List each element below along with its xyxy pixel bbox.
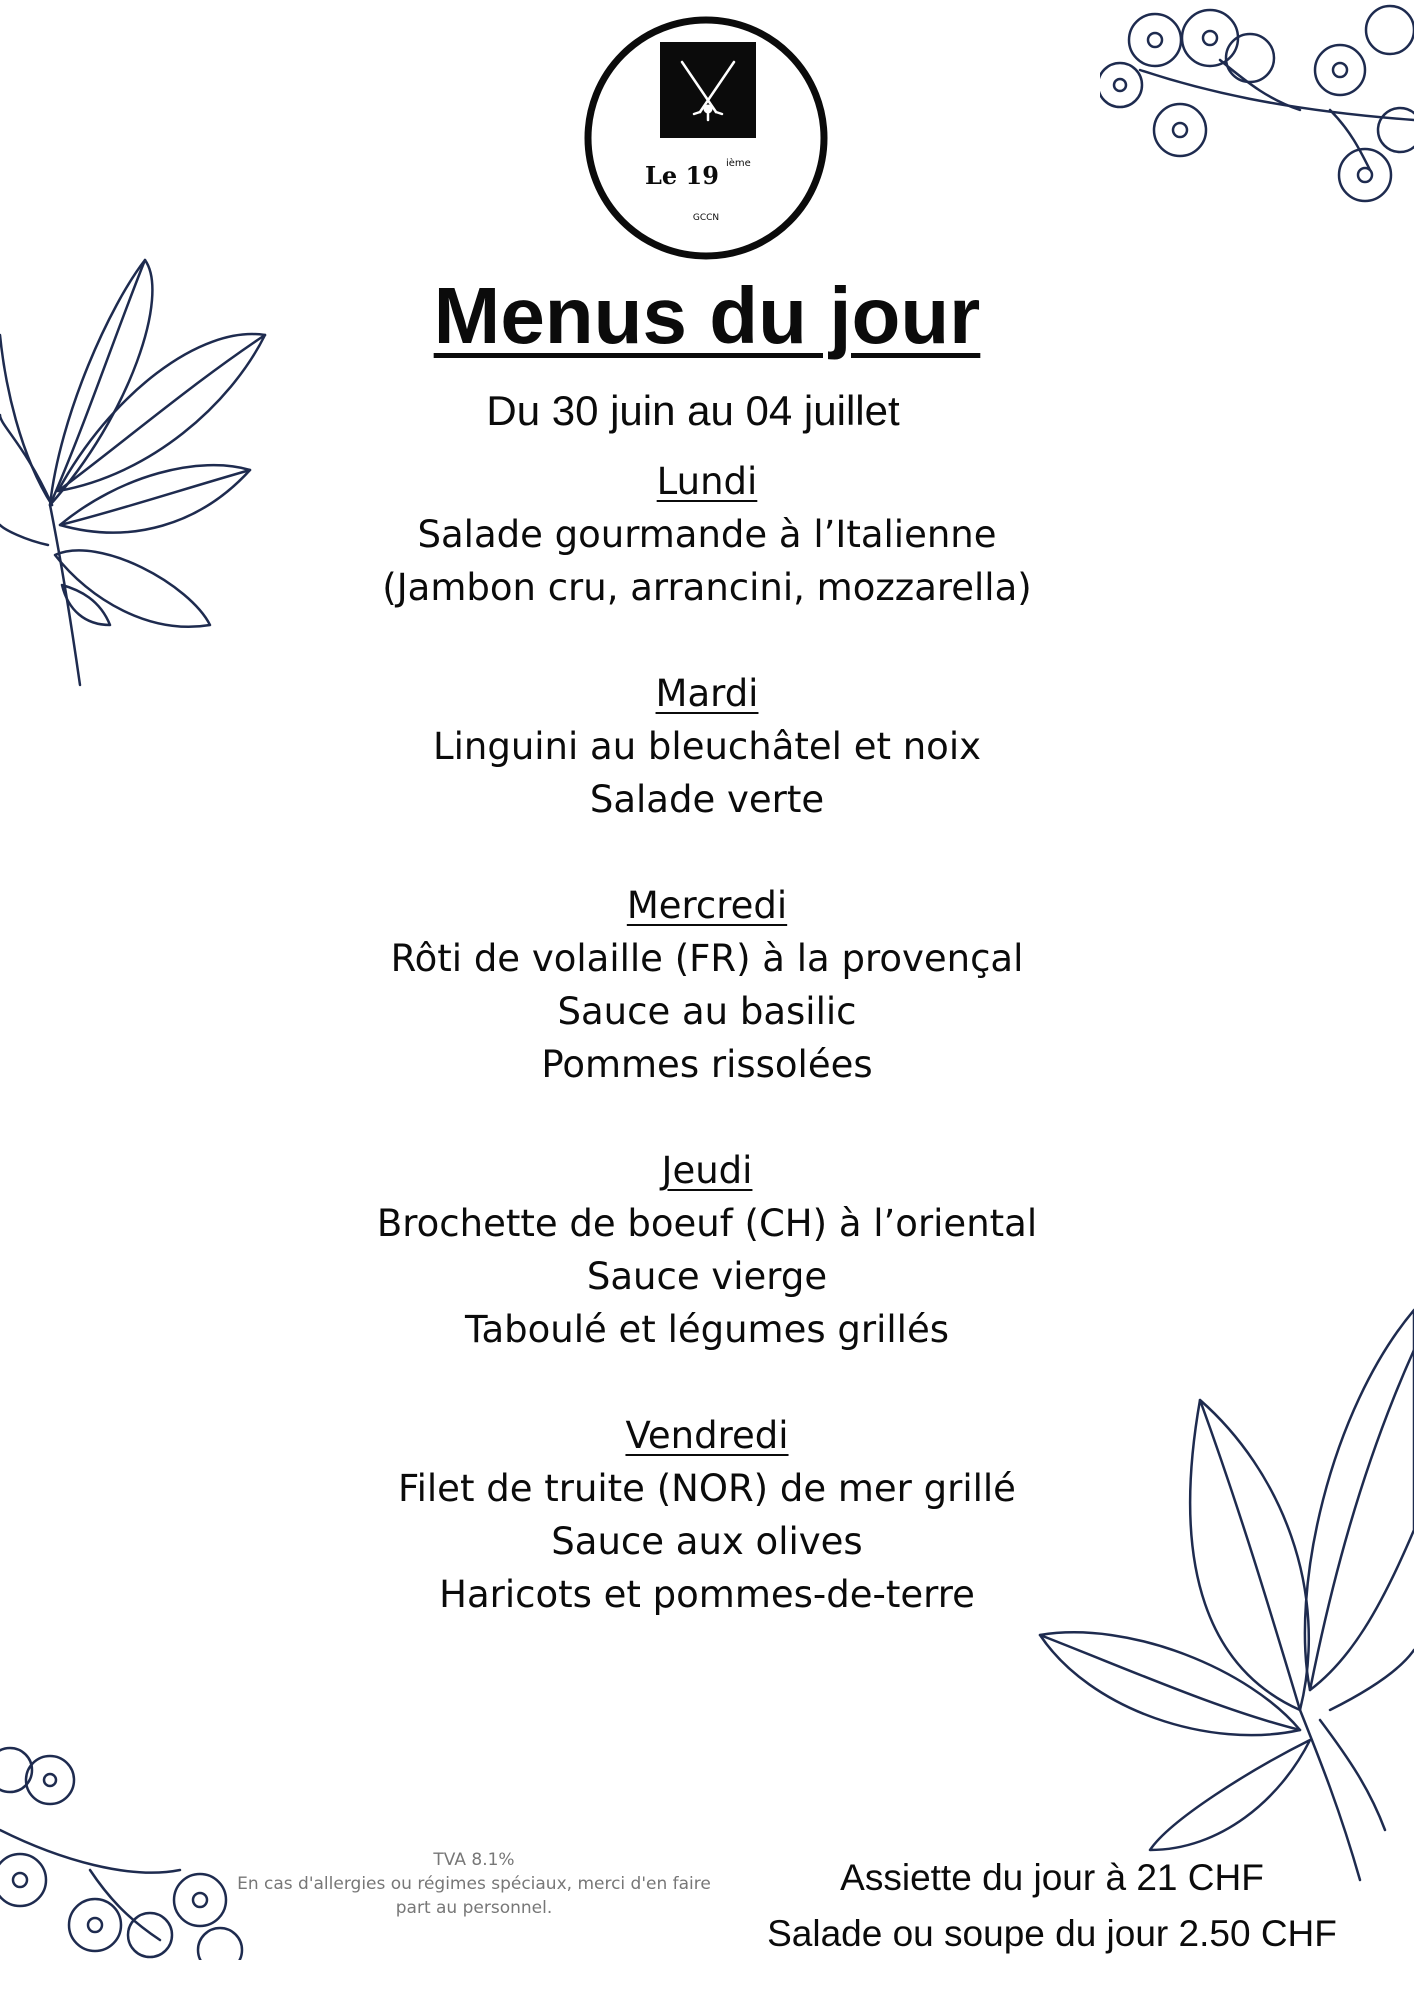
logo-subtitle: GCCN [692, 213, 720, 223]
day-name: Vendredi [625, 1414, 789, 1457]
dish-line: Taboulé et légumes grillés [465, 1308, 949, 1351]
dish-line: Sauce vierge [586, 1255, 828, 1298]
day-name: Mercredi [626, 884, 788, 927]
dish-line: Sauce au basilic [557, 990, 857, 1033]
day-name: Mardi [655, 672, 759, 715]
day-block-vendredi [0, 1409, 1414, 1621]
tva-note: TVA 8.1% [433, 1850, 515, 1870]
logo-superscript: ième [726, 158, 751, 169]
dish-line: Salade gourmande à l’Italienne [417, 513, 997, 556]
dish-line: Rôti de volaille (FR) à la provençal [390, 937, 1024, 980]
footnote [236, 1848, 712, 1920]
day-block-mercredi [0, 879, 1414, 1091]
dish-line: Filet de truite (NOR) de mer grillé [398, 1467, 1016, 1510]
dish-line: (Jambon cru, arrancini, mozzarella) [382, 566, 1032, 609]
price-plate: Assiette du jour à 21 CHF [840, 1857, 1264, 1898]
day-block-lundi [0, 455, 1414, 614]
date-range: Du 30 juin au 04 juillet [486, 387, 900, 434]
dish-line: Pommes rissolées [541, 1043, 873, 1086]
page-title: Menus du jour [433, 271, 981, 360]
dish-line: Haricots et pommes-de-terre [439, 1573, 975, 1616]
dish-line: Sauce aux olives [551, 1520, 863, 1563]
allergy-note: En cas d'allergies ou régimes spéciaux, merci d'en faire part au personnel. [237, 1874, 711, 1918]
day-name: Lundi [656, 460, 758, 503]
day-block-jeudi [0, 1144, 1414, 1356]
day-block-mardi [0, 667, 1414, 826]
weekly-menu [0, 455, 1414, 1674]
blueberry-branch-icon [0, 1740, 250, 1960]
logo-name: Le 19 [645, 161, 719, 190]
dish-line: Linguini au bleuchâtel et noix [433, 725, 981, 768]
price-info [732, 1850, 1372, 1962]
blueberry-branch-icon [1100, 0, 1414, 215]
price-side: Salade ou soupe du jour 2.50 CHF [767, 1913, 1337, 1954]
dish-line: Salade verte [589, 778, 825, 821]
dish-line: Brochette de boeuf (CH) à l’oriental [376, 1202, 1038, 1245]
restaurant-logo [582, 14, 830, 262]
day-name: Jeudi [661, 1149, 753, 1192]
